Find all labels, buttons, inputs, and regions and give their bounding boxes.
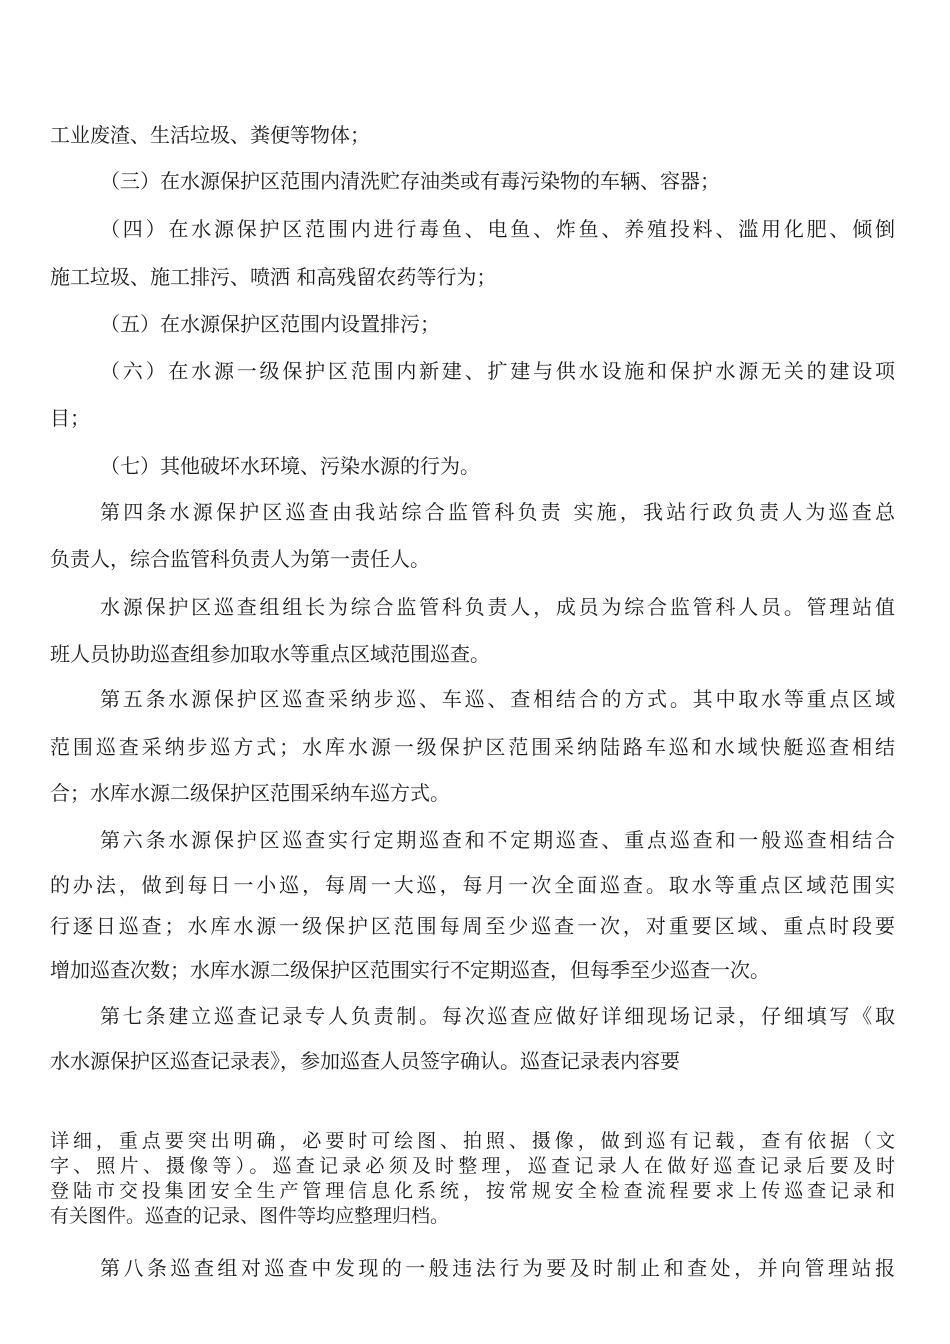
text-line: （七）其他破坏水环境、污染水源的行为。 [100, 454, 480, 478]
text-line: 行逐日巡查；水库水源一级保护区范围每周至少巡查一次，对重要区域、重点时段要 [50, 914, 895, 938]
text-line: 第四条水源保护区巡查由我站综合监管科负责 实施，我站行政负责人为巡查总 [100, 500, 895, 524]
text-line: 增加巡查次数；水库水源二级保护区范围实行不定期巡查，但每季至少巡查一次。 [50, 958, 770, 982]
text-line: （六）在水源一级保护区范围内新建、扩建与供水设施和保护水源无关的建设项 [100, 359, 895, 383]
text-line: 负责人，综合监管科负责人为第一责任人。 [50, 547, 430, 571]
text-line: 目； [50, 406, 90, 430]
text-line: 第七条建立巡查记录专人负责制。每次巡查应做好详细现场记录，仔细填写《取 [100, 1004, 895, 1028]
text-line: （四）在水源保护区范围内进行毒鱼、电鱼、炸鱼、养殖投料、滥用化肥、倾倒 [100, 217, 895, 241]
text-line: 第六条水源保护区巡查实行定期巡查和不定期巡查、重点巡查和一般巡查相结合 [100, 828, 895, 852]
text-line: 第五条水源保护区巡查采纳步巡、车巡、查相结合的方式。其中取水等重点区域 [100, 687, 895, 711]
text-line: （三）在水源保护区范围内清洗贮存油类或有毒污染物的车辆、容器； [100, 169, 720, 193]
text-line: 工业废渣、生活垃圾、粪便等物体； [50, 123, 370, 147]
text-line: 有关图件。巡查的记录、图件等均应整理归档。 [50, 1205, 450, 1227]
text-line: 的办法，做到每日一小巡，每周一大巡，每月一次全面巡查。取水等重点区域范围实 [50, 873, 895, 897]
text-line: （五）在水源保护区范围内设置排污； [100, 312, 440, 336]
text-line: 登陆市交投集团安全生产管理信息化系统，按常规安全检查流程要求上传巡查记录和 [50, 1180, 895, 1202]
text-line: 字、照片、摄像等）。巡查记录必须及时整理，巡查记录人在做好巡查记录后要及时 [50, 1155, 895, 1177]
text-line: 详细，重点要突出明确，必要时可绘图、拍照、摄像，做到巡有记载，查有依据（文 [50, 1130, 895, 1152]
text-line: 班人员协助巡查组参加取水等重点区域范围巡查。 [50, 642, 490, 666]
text-line: 范围巡查采纳步巡方式；水库水源一级保护区范围采纳陆路车巡和水域快艇巡查相结 [50, 735, 895, 759]
text-line: 第八条巡查组对巡查中发现的一般违法行为要及时制止和查处，并向管理站报 [100, 1256, 895, 1280]
text-line: 水水源保护区巡查记录表》，参加巡查人员签字确认。巡查记录表内容要 [50, 1049, 680, 1073]
text-line: 合；水库水源二级保护区范围采纳车巡方式。 [50, 781, 450, 805]
text-line: 施工垃圾、施工排污、喷洒 和高残留农药等行为； [50, 265, 497, 289]
text-line: 水源保护区巡查组组长为综合监管科负责人，成员为综合监管科人员。管理站值 [100, 595, 895, 619]
